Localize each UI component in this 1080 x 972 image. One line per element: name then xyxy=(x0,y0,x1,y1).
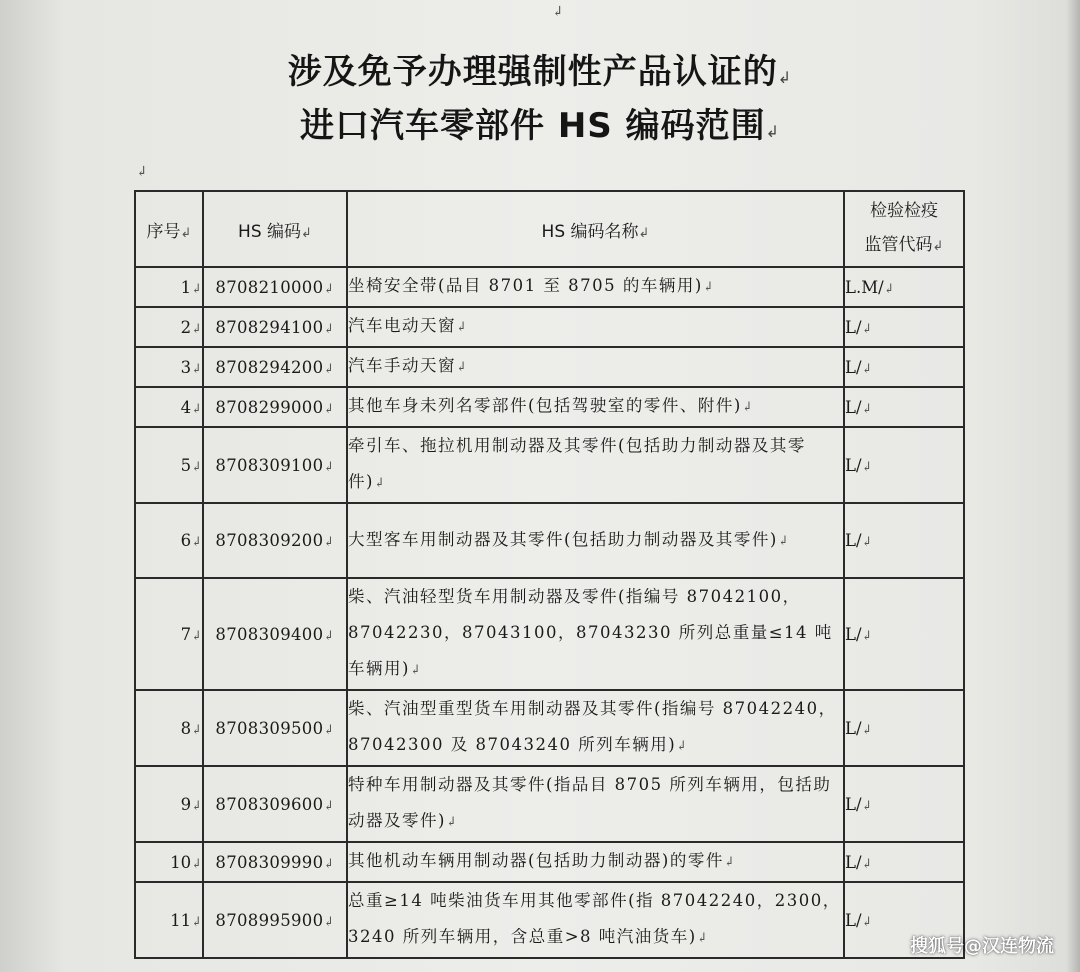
table-row xyxy=(135,387,964,427)
row-seq: 9↲ xyxy=(135,766,203,842)
row-seq: 4↲ xyxy=(135,387,203,427)
table-row xyxy=(135,882,964,958)
row-hs-name: 汽车电动天窗↲ xyxy=(347,307,844,347)
row-seq: 3↲ xyxy=(135,347,203,387)
row-hs-name: 牵引车、拖拉机用制动器及其零件(包括助力制动器及其零件)↲ xyxy=(347,427,844,503)
row-hs-code: 8708299000↲ xyxy=(203,387,347,427)
row-seq: 2↲ xyxy=(135,307,203,347)
row-hs-name: 总重≥14 吨柴油货车用其他零部件(指 87042240，2300，3240 所列车辆用，含总重>8 吨汽油货车)↲ xyxy=(347,882,844,958)
row-inspection-code: L/↲ xyxy=(844,578,964,690)
title-text-2: 进口汽车零部件 HS 编码范围 xyxy=(299,106,766,146)
row-hs-name: 特种车用制动器及其零件(指品目 8705 所列车辆用，包括助动器及零件)↲ xyxy=(347,766,844,842)
table-header-row xyxy=(135,191,964,267)
header-hs-code: HS 编码↲ xyxy=(203,191,347,267)
table-row xyxy=(135,766,964,842)
table-row xyxy=(135,842,964,882)
row-seq: 6↲ xyxy=(135,503,203,578)
paragraph-mark: ↲ xyxy=(765,122,781,141)
document-title-line-1 xyxy=(0,44,1080,93)
title-text-1: 涉及免予办理强制性产品认证的 xyxy=(287,52,778,92)
row-hs-name: 柴、汽油轻型货车用制动器及零件(指编号 87042100，87042230，87043100，87043230 所列总重量≤14 吨车辆用)↲ xyxy=(347,578,844,690)
row-hs-name: 其他车身未列名零部件(包括驾驶室的零件、附件)↲ xyxy=(347,387,844,427)
row-inspection-code: L/↲ xyxy=(844,427,964,503)
row-hs-code: 8708309100↲ xyxy=(203,427,347,503)
row-seq: 1↲ xyxy=(135,267,203,307)
row-hs-name: 坐椅安全带(品目 8701 至 8705 的车辆用)↲ xyxy=(347,267,844,307)
row-seq: 5↲ xyxy=(135,427,203,503)
paragraph-mark: ↲ xyxy=(552,4,564,20)
table-row xyxy=(135,307,964,347)
paragraph-mark: ↲ xyxy=(136,164,148,180)
row-hs-name: 柴、汽油型重型货车用制动器及其零件(指编号 87042240，87042300 及 87043240 所列车辆用)↲ xyxy=(347,690,844,766)
row-hs-name: 汽车手动天窗↲ xyxy=(347,347,844,387)
row-inspection-code: L/↲ xyxy=(844,307,964,347)
row-hs-code: 8708995900↲ xyxy=(203,882,347,958)
row-inspection-code: L/↲ xyxy=(844,690,964,766)
row-seq: 7↲ xyxy=(135,578,203,690)
table-row xyxy=(135,427,964,503)
row-hs-code: 8708309400↲ xyxy=(203,578,347,690)
header-hs-name: HS 编码名称↲ xyxy=(347,191,844,267)
header-inspection-code: 检验检疫 监管代码↲ xyxy=(844,191,964,267)
row-inspection-code: L/↲ xyxy=(844,347,964,387)
row-inspection-code: L/↲ xyxy=(844,842,964,882)
row-hs-name: 大型客车用制动器及其零件(包括助力制动器及其零件)↲ xyxy=(347,503,844,578)
row-seq: 11↲ xyxy=(135,882,203,958)
row-hs-name: 其他机动车辆用制动器(包括助力制动器)的零件↲ xyxy=(347,842,844,882)
table-row xyxy=(135,503,964,578)
paragraph-mark: ↲ xyxy=(777,68,793,87)
row-inspection-code: L/↲ xyxy=(844,882,964,958)
table-row xyxy=(135,267,964,307)
row-hs-code: 8708309600↲ xyxy=(203,766,347,842)
row-hs-code: 8708294100↲ xyxy=(203,307,347,347)
table-row xyxy=(135,347,964,387)
row-seq: 8↲ xyxy=(135,690,203,766)
row-hs-code: 8708309500↲ xyxy=(203,690,347,766)
row-hs-code: 8708309200↲ xyxy=(203,503,347,578)
table-row xyxy=(135,578,964,690)
header-seq: 序号↲ xyxy=(135,191,203,267)
row-seq: 10↲ xyxy=(135,842,203,882)
row-hs-code: 8708210000↲ xyxy=(203,267,347,307)
document-title-line-2 xyxy=(0,98,1080,147)
hs-code-table xyxy=(134,190,965,959)
row-inspection-code: L/↲ xyxy=(844,503,964,578)
watermark: 搜狐号@汉连物流 xyxy=(910,936,1054,957)
row-hs-code: 8708294200↲ xyxy=(203,347,347,387)
row-hs-code: 8708309990↲ xyxy=(203,842,347,882)
row-inspection-code: L.M/↲ xyxy=(844,267,964,307)
row-inspection-code: L/↲ xyxy=(844,387,964,427)
row-inspection-code: L/↲ xyxy=(844,766,964,842)
table-row xyxy=(135,690,964,766)
